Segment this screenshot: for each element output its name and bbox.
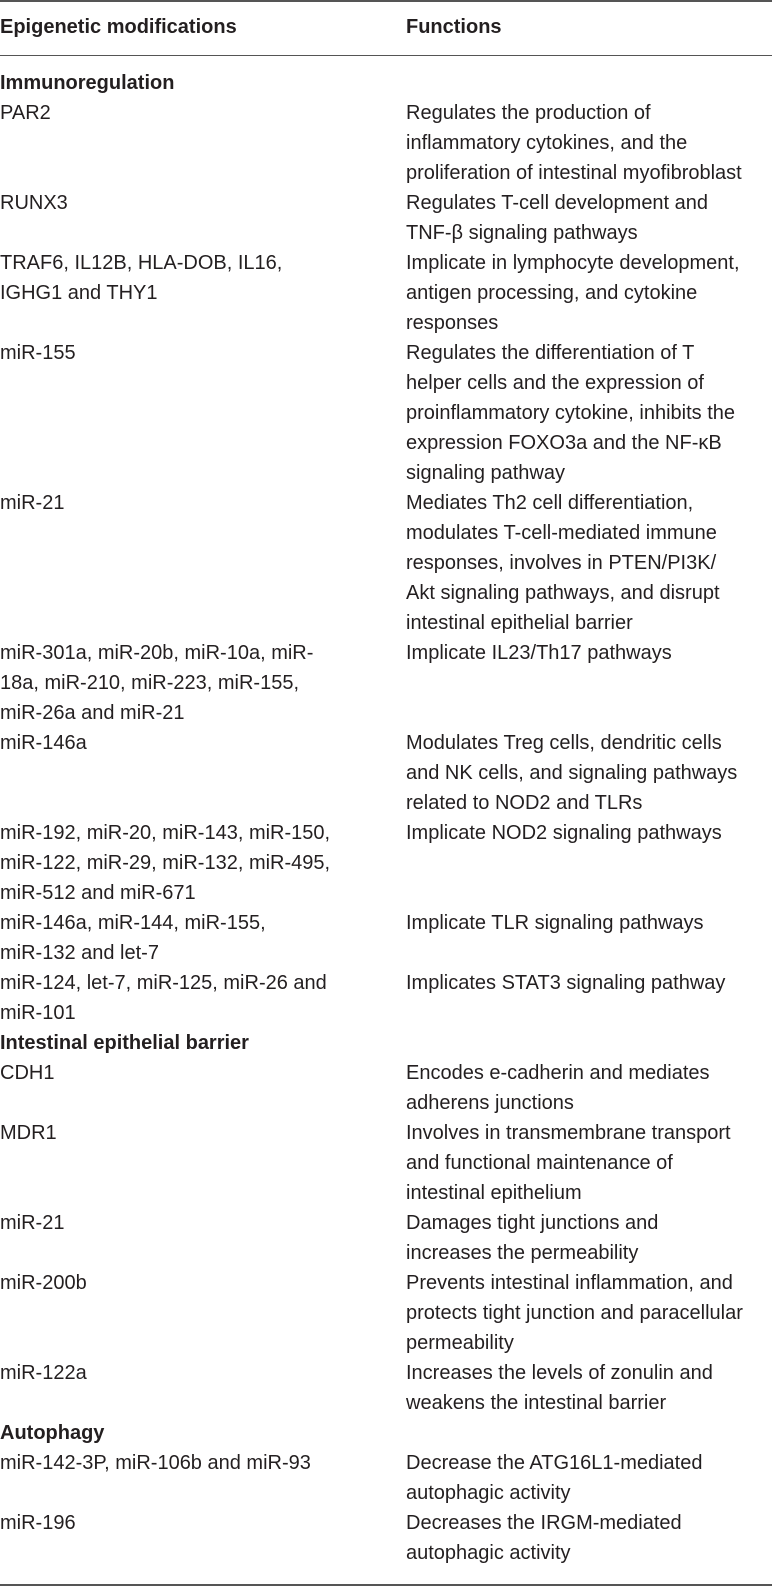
function-line: expression FOXO3a and the NF-κB: [406, 432, 722, 454]
table-row: [0, 338, 772, 488]
table-row: [0, 1058, 772, 1118]
table-header-rule: [0, 55, 772, 56]
modification-cell: [0, 818, 392, 908]
modification-line: 18a, miR-210, miR-223, miR-155,: [0, 672, 299, 694]
function-cell: [406, 818, 772, 908]
modification-cell: [0, 98, 392, 188]
table-row: [0, 188, 772, 248]
modification-line: miR-512 and miR-671: [0, 882, 196, 904]
modification-cell: [0, 488, 392, 638]
modification-line: MDR1: [0, 1122, 57, 1144]
function-line: Regulates T-cell development and: [406, 192, 709, 214]
modification-cell: [0, 1358, 392, 1418]
function-line: inflammatory cytokines, and the: [406, 132, 688, 154]
function-line: Increases the levels of zonulin and: [406, 1362, 713, 1384]
header-epigenetic-modifications: Epigenetic modifications: [0, 16, 237, 38]
function-line: Implicate TLR signaling pathways: [406, 912, 704, 934]
function-cell: [406, 1208, 772, 1268]
modification-line: miR-200b: [0, 1272, 87, 1294]
table-row: [0, 728, 772, 818]
table-row: [0, 1508, 772, 1568]
table-row: [0, 488, 772, 638]
function-cell: [406, 98, 772, 188]
function-cell: [406, 338, 772, 488]
modification-line: miR-122a: [0, 1362, 87, 1384]
function-line: Encodes e-cadherin and mediates: [406, 1062, 710, 1084]
function-line: increases the permeability: [406, 1242, 639, 1264]
function-line: proinflammatory cytokine, inhibits the: [406, 402, 736, 424]
function-line: Implicate IL23/Th17 pathways: [406, 642, 672, 664]
function-line: helper cells and the expression of: [406, 372, 704, 394]
function-line: and NK cells, and signaling pathways: [406, 762, 738, 784]
modification-cell: [0, 968, 392, 1028]
table-row: [0, 908, 772, 968]
table-body: [0, 68, 772, 1568]
function-line: Mediates Th2 cell differentiation,: [406, 492, 694, 514]
table-row: [0, 968, 772, 1028]
function-line: intestinal epithelial barrier: [406, 612, 633, 634]
function-line: Implicate in lymphocyte development,: [406, 252, 740, 274]
section-title: Autophagy: [0, 1422, 105, 1444]
modification-line: miR-155: [0, 342, 76, 364]
function-line: Implicate NOD2 signaling pathways: [406, 822, 722, 844]
function-line: autophagic activity: [406, 1542, 571, 1564]
function-line: and functional maintenance of: [406, 1152, 673, 1174]
function-cell: [406, 968, 772, 1028]
function-line: responses: [406, 312, 499, 334]
modification-cell: [0, 638, 392, 728]
modification-cell: [0, 248, 392, 338]
modification-line: miR-196: [0, 1512, 76, 1534]
function-cell: [406, 1268, 772, 1358]
modification-line: miR-192, miR-20, miR-143, miR-150,: [0, 822, 331, 844]
table-row: [0, 248, 772, 338]
modification-line: CDH1: [0, 1062, 55, 1084]
function-line: signaling pathway: [406, 462, 565, 484]
modification-cell: [0, 1118, 392, 1208]
function-cell: [406, 1058, 772, 1118]
function-line: autophagic activity: [406, 1482, 571, 1504]
table-row: [0, 1358, 772, 1418]
function-line: antigen processing, and cytokine: [406, 282, 698, 304]
modification-line: miR-26a and miR-21: [0, 702, 185, 724]
function-cell: [406, 248, 772, 338]
table-row: [0, 818, 772, 908]
section-title: Immunoregulation: [0, 72, 175, 94]
modification-cell: [0, 1448, 392, 1508]
modification-line: miR-21: [0, 1212, 65, 1234]
modification-line: miR-132 and let-7: [0, 942, 159, 964]
modification-line: RUNX3: [0, 192, 68, 214]
modification-line: miR-122, miR-29, miR-132, miR-495,: [0, 852, 331, 874]
function-line: Prevents intestinal inflammation, and: [406, 1272, 733, 1294]
table-row: [0, 638, 772, 728]
function-line: Decrease the ATG16L1-mediated: [406, 1452, 703, 1474]
function-cell: [406, 908, 772, 968]
modification-line: IGHG1 and THY1: [0, 282, 158, 304]
table-bottom-rule: [0, 1584, 772, 1586]
function-cell: [406, 638, 772, 728]
modification-line: miR-101: [0, 1002, 76, 1024]
modification-cell: [0, 338, 392, 488]
function-line: Implicates STAT3 signaling pathway: [406, 972, 726, 994]
modification-line: miR-142-3P, miR-106b and miR-93: [0, 1452, 311, 1474]
modification-line: miR-301a, miR-20b, miR-10a, miR-: [0, 642, 314, 664]
table-row: [0, 1118, 772, 1208]
function-line: Regulates the production of: [406, 102, 651, 124]
modification-line: miR-146a, miR-144, miR-155,: [0, 912, 266, 934]
table-row: [0, 1448, 772, 1508]
modification-cell: [0, 1058, 392, 1118]
function-cell: [406, 728, 772, 818]
function-line: adherens junctions: [406, 1092, 574, 1114]
function-cell: [406, 1358, 772, 1418]
function-cell: [406, 1118, 772, 1208]
function-line: proliferation of intestinal myofibroblast: [406, 162, 742, 184]
function-cell: [406, 188, 772, 248]
modification-cell: [0, 1268, 392, 1358]
modification-cell: [0, 908, 392, 968]
table-header-row: [0, 0, 772, 55]
modification-cell: [0, 1508, 392, 1568]
modification-line: TRAF6, IL12B, HLA-DOB, IL16,: [0, 252, 283, 274]
modification-cell: [0, 188, 392, 248]
table-row: [0, 1208, 772, 1268]
function-line: TNF-β signaling pathways: [406, 222, 638, 244]
table-row: [0, 98, 772, 188]
function-line: Damages tight junctions and: [406, 1212, 659, 1234]
function-line: Regulates the differentiation of T: [406, 342, 695, 364]
modification-cell: [0, 728, 392, 818]
function-line: Decreases the IRGM-mediated: [406, 1512, 682, 1534]
function-line: responses, involves in PTEN/PI3K/: [406, 552, 717, 574]
function-line: weakens the intestinal barrier: [406, 1392, 667, 1414]
table-row: [0, 1268, 772, 1358]
function-line: Akt signaling pathways, and disrupt: [406, 582, 720, 604]
function-line: Modulates Treg cells, dendritic cells: [406, 732, 722, 754]
function-cell: [406, 1448, 772, 1508]
section-title: Intestinal epithelial barrier: [0, 1032, 249, 1054]
header-functions: Functions: [406, 16, 502, 38]
function-cell: [406, 488, 772, 638]
function-line: permeability: [406, 1332, 514, 1354]
modification-line: PAR2: [0, 102, 51, 124]
function-line: related to NOD2 and TLRs: [406, 792, 643, 814]
function-cell: [406, 1508, 772, 1568]
function-line: protects tight junction and paracellular: [406, 1302, 743, 1324]
function-line: intestinal epithelium: [406, 1182, 582, 1204]
modification-line: miR-124, let-7, miR-125, miR-26 and: [0, 972, 327, 994]
function-line: modulates T-cell-mediated immune: [406, 522, 717, 544]
function-line: Involves in transmembrane transport: [406, 1122, 731, 1144]
modification-cell: [0, 1208, 392, 1268]
modification-line: miR-146a: [0, 732, 87, 754]
modification-line: miR-21: [0, 492, 65, 514]
